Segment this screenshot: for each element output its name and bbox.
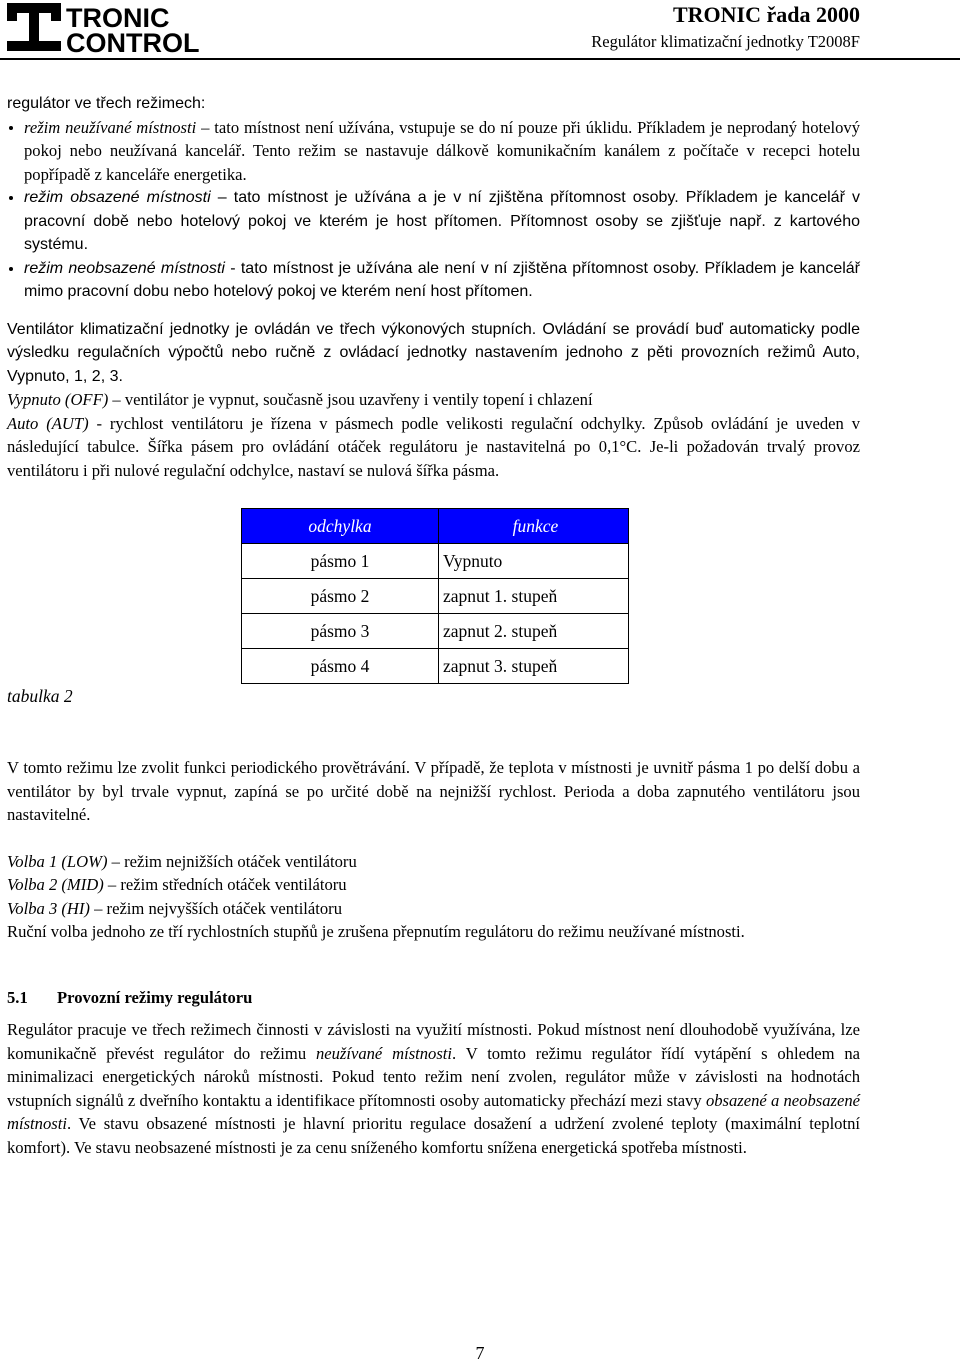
list-item <box>7 116 860 187</box>
manual-paragraph: Ruční volba jednoho ze tří rychlostních stupňů je zrušena přepnutím regulátoru do režimu neužívané místnosti. <box>7 922 745 941</box>
fan-paragraph: Ventilátor klimatizační jednotky je ovládán ve třech výkonových stupních. Ovládání se provádí buď automaticky podle výsledku regulačních výpočtů nebo ručně z ovládací jednotky nastavením jednoho z pěti provozních režimů Auto, Vypnuto, 1, 2, 3. <box>7 320 860 385</box>
page-number: 7 <box>475 1343 485 1363</box>
table-row <box>242 544 629 579</box>
section-paragraph <box>7 1018 860 1159</box>
auto-text: - rychlost ventilátoru je řízena v pásmech podle velikosti regulační odchylky. Způsob ovládání je uveden v následující tabulce. Šířka pásem pro ovládání otáček regulátoru je nastavitelná po 0,1°C. Je-li požadován trvalý provoz ventilátoru i při nulové regulační odchylce, nastaví se nulová šířka pásma. <box>7 413 861 480</box>
table-cell: pásmo 2 <box>242 579 439 614</box>
volba-line <box>7 873 860 897</box>
volba-line <box>7 897 860 921</box>
header-divider <box>0 58 960 60</box>
mode-text: – tato místnost není užívána, vstupuje se do ní pouze při úklidu. Příkladem je neprodaný hotelový pokoj nebo neužívaná kancelář. Tento režim se nastavuje dálkově komunikačním kanálem z počítače v recepci hotelu popřípadě z kanceláře energetika. <box>24 117 860 184</box>
header-subtitle: Regulátor klimatizační jednotky T2008F <box>591 32 860 51</box>
table-header-row <box>242 509 629 544</box>
table-cell: zapnut 2. stupeň <box>439 614 629 649</box>
logo-line2: CONTROL <box>66 28 200 54</box>
mode-term: režim neužívané místnosti <box>24 117 197 137</box>
volba-term: Volba 2 (MID) <box>7 875 104 894</box>
list-item <box>7 257 860 304</box>
section-heading <box>7 986 860 1010</box>
table-row <box>242 649 629 684</box>
fan-off-line <box>7 388 860 412</box>
volba-text: – režim nejvyšších otáček ventilátoru <box>89 898 343 918</box>
table-cell: pásmo 3 <box>242 614 439 649</box>
section-italic: neužívané místnosti <box>315 1043 453 1063</box>
section-number: 5.1 <box>7 987 28 1007</box>
mode-text: – tato místnost je užívána a je v ní zjištěna přítomnost osoby. Příkladem je kancelář v pracovní době nebo hotelový pokoj ve kterém je host přítomen. Přítomnost osoby se zjišťuje např. z kartového systému. <box>24 189 860 253</box>
section-text: Regulátor pracuje ve třech režimech činnosti v závislosti na využití místnosti. Pokud místnost není dlouhodobě využívána, lze komunikačně převést regulátor do režimu <box>7 1020 860 1063</box>
table-cell: zapnut 1. stupeň <box>439 579 629 614</box>
list-item <box>7 186 860 257</box>
volba-text: – režim středních otáček ventilátoru <box>103 875 347 894</box>
column-header-odchylka: odchylka <box>242 509 439 544</box>
volba-term: Volba 1 (LOW) <box>7 851 108 871</box>
mode-term: režim obsazené místnosti <box>24 189 211 206</box>
section-italic: obsazené a neobsazené místnosti <box>7 1090 860 1133</box>
table-cell: pásmo 1 <box>242 544 439 579</box>
logo-line1: TRONIC <box>66 3 170 33</box>
table-row <box>242 614 629 649</box>
auto-term: Auto (AUT) <box>7 413 89 433</box>
ventilation-paragraph: V tomto režimu lze zvolit funkci periodického provětrávání. V případě, že teplota v místnosti je uvnitř pásma 1 po delší dobu a ventilátor by byl trvale vypnut, zapíná se po určité době na nejnižší rychlost. Perioda a doba zapnutého ventilátoru jsou nastavitelné. <box>7 758 860 824</box>
volba-line <box>7 850 860 874</box>
tronic-control-logo <box>0 0 200 54</box>
table-cell: Vypnuto <box>439 544 629 579</box>
volba-term: Volba 3 (HI) <box>7 898 90 918</box>
section-text: . V tomto režimu regulátor řídí vytápění s ohledem na minimalizaci energetických nároků místnosti. Pokud tento režim není zvolen, regulátor může v závislosti na hodnotách vstupních signálů z dveřního kontaktu a identifikace přítomnosti osoby automaticky přechází mezi stavy <box>7 1043 861 1110</box>
table-caption: tabulka 2 <box>7 686 73 706</box>
section-title: Provozní režimy regulátoru <box>57 987 253 1007</box>
document-body <box>7 92 860 1159</box>
page-header <box>0 0 960 58</box>
column-header-funkce: funkce <box>439 509 629 544</box>
band-table <box>241 508 629 684</box>
table-cell: zapnut 3. stupeň <box>439 649 629 684</box>
table-cell: pásmo 4 <box>242 649 439 684</box>
fan-auto-paragraph <box>7 412 860 483</box>
table-row <box>242 579 629 614</box>
header-title: TRONIC řada 2000 <box>672 2 860 27</box>
mode-term: režim neobsazené místnosti <box>24 259 225 277</box>
off-text: – ventilátor je vypnut, současně jsou uzavřeny i ventily topení i chlazení <box>108 390 593 409</box>
logo-emblem-icon <box>7 3 61 51</box>
volba-text: – režim nejnižších otáček ventilátoru <box>107 851 357 871</box>
intro-text: regulátor ve třech režimech: <box>7 95 206 112</box>
section-text: . Ve stavu obsazené místnosti je hlavní prioritu regulace dosažení a udržení zvolené teploty (maximální teplotní komfort). Ve stavu neobsazené místnosti je za cenu sníženého komfortu snížena energetická spotřeba místnosti. <box>7 1114 860 1157</box>
off-term: Vypnuto (OFF) <box>7 390 109 409</box>
mode-list <box>7 116 860 304</box>
mode-text: - tato místnost je užívána ale není v ní zjištěna přítomnost osoby. Příkladem je kancelář mimo pracovní dobu nebo hotelový pokoj ve kterém není host přítomen. <box>24 259 860 300</box>
